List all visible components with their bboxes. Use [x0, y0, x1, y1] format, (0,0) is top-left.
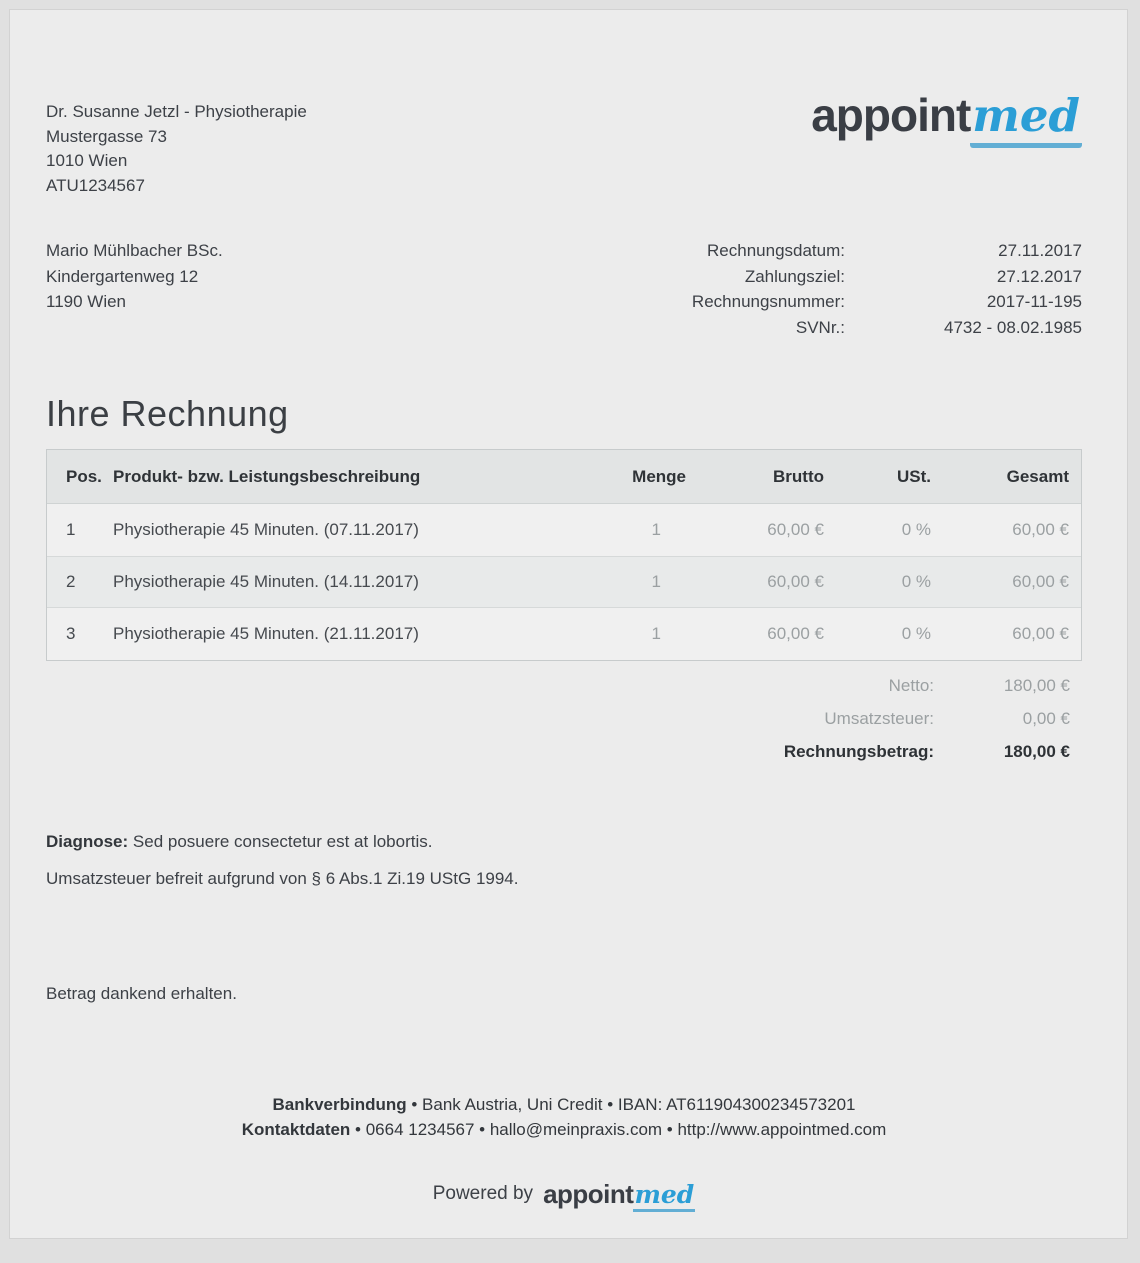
cell-vat: 0 % — [901, 520, 931, 539]
bank-details: • Bank Austria, Uni Credit • IBAN: AT611904300234573201 — [406, 1095, 856, 1114]
meta-row-invoice-date — [223, 238, 1082, 264]
table-row — [47, 608, 1081, 660]
tax-exemption-note: Umsatzsteuer befreit aufgrund von § 6 Abs.1 Zi.19 UStG 1994. — [46, 869, 519, 888]
tax-label: Umsatzsteuer: — [824, 709, 934, 728]
appointmed-logo — [811, 89, 1082, 142]
powered-logo-appoint: appoint — [543, 1179, 634, 1209]
header-total: Gesamt — [1006, 466, 1069, 486]
header-vat: USt. — [897, 466, 931, 486]
totals-block — [46, 669, 1082, 768]
payment-due-value: 27.12.2017 — [996, 266, 1082, 286]
contact-label: Kontaktdaten — [241, 1120, 351, 1139]
sender-vat-id: ATU1234567 — [46, 175, 145, 195]
header-pos: Pos. — [66, 466, 102, 486]
logo-text-appoint: appoint — [811, 89, 971, 141]
bank-label: Bankverbindung — [272, 1095, 407, 1114]
payment-due-label: Zahlungsziel: — [744, 266, 845, 286]
header-description: Produkt- bzw. Leistungsbeschreibung — [113, 466, 421, 486]
invoice-items-table — [46, 449, 1082, 661]
totals-row-netto — [46, 669, 1070, 702]
powered-by-text: Powered by — [432, 1183, 534, 1204]
header-quantity: Menge — [632, 466, 686, 486]
sender-street: Mustergasse 73 — [46, 126, 167, 146]
table-row — [47, 504, 1081, 556]
cell-total: 60,00 € — [1012, 520, 1069, 539]
diagnose-text: Sed posuere consectetur est at lobortis. — [128, 832, 433, 851]
powered-by-block — [46, 1179, 1082, 1210]
cell-gross: 60,00 € — [767, 624, 824, 643]
invoice-document — [9, 9, 1128, 1239]
netto-value: 180,00 € — [1003, 676, 1070, 695]
cell-description: Physiotherapie 45 Minuten. (21.11.2017) — [113, 624, 419, 643]
meta-row-payment-due — [223, 264, 1082, 290]
totals-row-grand-total — [46, 735, 1070, 768]
grand-total-value: 180,00 € — [1003, 742, 1070, 761]
cell-vat: 0 % — [901, 572, 931, 591]
netto-label: Netto: — [888, 676, 934, 695]
cell-description: Physiotherapie 45 Minuten. (14.11.2017) — [113, 572, 419, 591]
recipient-name: Mario Mühlbacher BSc. — [46, 241, 223, 260]
totals-row-tax — [46, 702, 1070, 735]
svnr-label: SVNr.: — [795, 317, 845, 337]
table-header-row — [47, 450, 1081, 504]
footer-contact-block — [46, 1092, 1082, 1142]
logo-text-med: med — [970, 89, 1082, 148]
meta-row-invoice-number — [223, 289, 1082, 315]
cell-vat: 0 % — [901, 624, 931, 643]
sender-name: Dr. Susanne Jetzl - Physiotherapie — [46, 102, 307, 121]
invoice-date-value: 27.11.2017 — [998, 241, 1082, 260]
cell-total: 60,00 € — [1012, 624, 1069, 643]
contact-details: • 0664 1234567 • hallo@meinpraxis.com • http://www.appointmed.com — [350, 1120, 887, 1139]
recipient-city: 1190 Wien — [46, 292, 127, 311]
cell-gross: 60,00 € — [767, 520, 824, 539]
cell-quantity: 1 — [651, 520, 661, 539]
table-row — [47, 556, 1081, 608]
page-title: Ihre Rechnung — [46, 393, 289, 434]
tax-value: 0,00 € — [1022, 709, 1070, 728]
invoice-number-label: Rechnungsnummer: — [691, 292, 845, 311]
invoice-number-value: 2017-11-195 — [986, 292, 1082, 311]
cell-pos: 3 — [66, 624, 76, 643]
thanks-note: Betrag dankend erhalten. — [46, 984, 237, 1003]
meta-row-svnr — [223, 315, 1082, 341]
recipient-address-block — [46, 238, 223, 315]
cell-pos: 2 — [66, 572, 76, 591]
cell-quantity: 1 — [651, 572, 661, 591]
svnr-value: 4732 - 08.02.1985 — [943, 317, 1082, 337]
cell-total: 60,00 € — [1012, 572, 1069, 591]
parties-row — [46, 238, 1082, 340]
cell-gross: 60,00 € — [767, 572, 824, 591]
cell-pos: 1 — [66, 520, 76, 539]
diagnose-label: Diagnose: — [46, 832, 129, 851]
grand-total-label: Rechnungsbetrag: — [783, 742, 934, 761]
diagnose-note — [46, 832, 1082, 852]
cell-description: Physiotherapie 45 Minuten. (07.11.2017) — [113, 520, 419, 539]
footer-contact-line — [46, 1117, 1082, 1142]
footer-bank-line — [46, 1092, 1082, 1117]
cell-quantity: 1 — [651, 624, 661, 643]
header-gross: Brutto — [773, 466, 824, 486]
powered-logo-med: med — [633, 1180, 695, 1212]
invoice-date-label: Rechnungsdatum: — [707, 241, 845, 260]
sender-city: 1010 Wien — [46, 151, 128, 170]
recipient-street: Kindergartenweg 12 — [46, 266, 199, 286]
invoice-meta-block — [223, 238, 1082, 340]
